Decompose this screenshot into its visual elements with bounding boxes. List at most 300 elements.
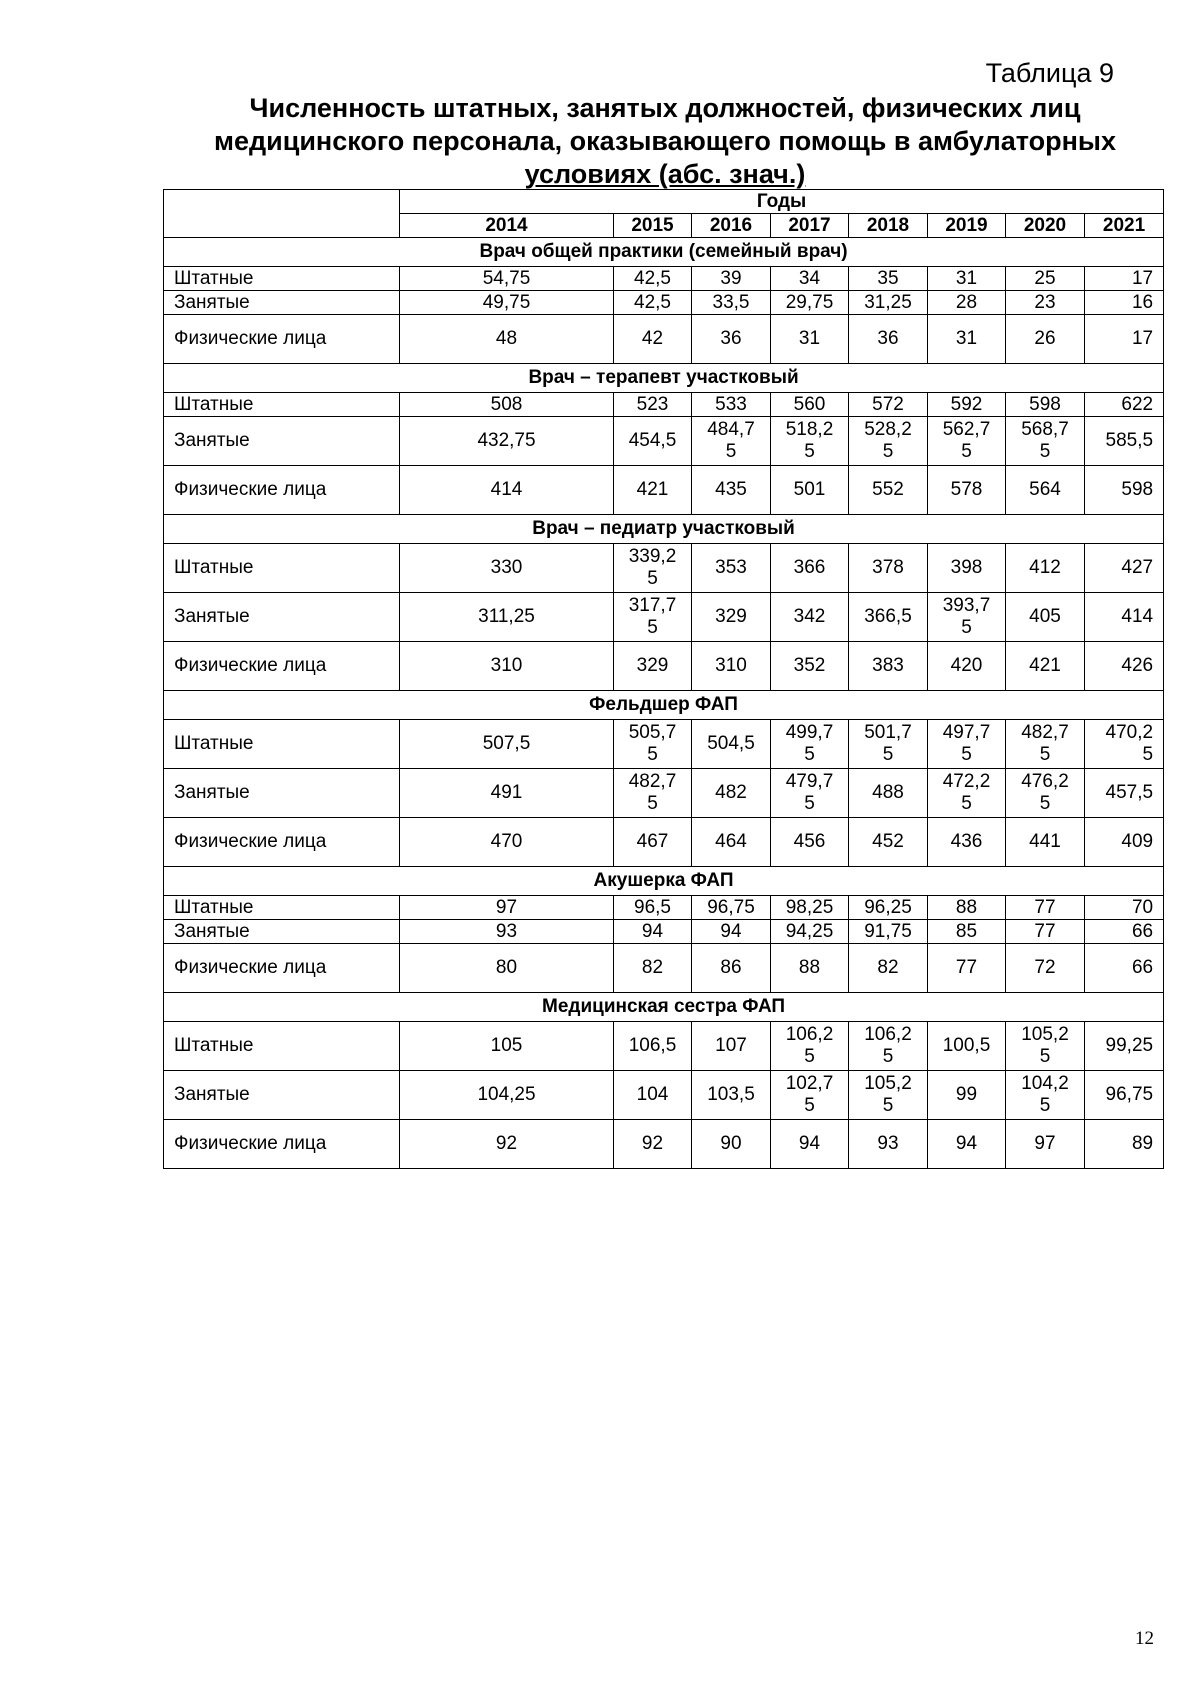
- value-cell: [692, 267, 771, 291]
- value-text: 91,75: [864, 920, 912, 942]
- value-text: 488: [872, 782, 904, 803]
- value-cell: [400, 291, 614, 315]
- value-text: 426: [1121, 655, 1154, 676]
- value-text: 420: [950, 655, 983, 676]
- value-text: 31: [798, 328, 821, 349]
- row-label: Штатные: [164, 1022, 400, 1071]
- value-text: 88: [955, 896, 978, 918]
- value-text: 470: [490, 831, 523, 852]
- value-cell: [692, 393, 771, 417]
- value-cell: [1006, 818, 1085, 867]
- value-cell: [928, 544, 1006, 593]
- value-cell: [771, 896, 849, 920]
- value-cell: [614, 267, 692, 291]
- value-cell: [928, 393, 1006, 417]
- row-label: Занятые: [164, 417, 400, 466]
- value-text: 622: [1121, 393, 1154, 415]
- value-text: 505,7 5: [628, 722, 677, 765]
- value-cell: [614, 896, 692, 920]
- value-cell: [1006, 544, 1085, 593]
- value-text: 383: [872, 655, 904, 676]
- row-label: Физические лица: [164, 466, 400, 515]
- value-text: 42,5: [634, 291, 671, 313]
- value-text: 31: [955, 328, 978, 349]
- table-row: [164, 393, 1164, 417]
- value-text: 508: [490, 393, 523, 415]
- value-text: 414: [1121, 606, 1154, 627]
- value-cell: [614, 593, 692, 642]
- row-label: Занятые: [164, 291, 400, 315]
- value-text: 552: [872, 479, 904, 500]
- years-header-row: [164, 190, 1164, 214]
- table-row: [164, 544, 1164, 593]
- value-cell: [771, 1071, 849, 1120]
- value-text: 452: [872, 831, 904, 852]
- row-label: Физические лица: [164, 944, 400, 993]
- section-header-row: [164, 867, 1164, 896]
- value-cell: [849, 1022, 928, 1071]
- value-text: 107: [715, 1035, 747, 1056]
- table-row: [164, 1022, 1164, 1071]
- value-text: 105,2 5: [864, 1073, 912, 1116]
- value-text: 17: [1131, 328, 1154, 349]
- value-text: 378: [872, 557, 904, 578]
- value-cell: [771, 920, 849, 944]
- value-text: 42: [641, 328, 664, 349]
- value-text: 36: [877, 328, 899, 349]
- value-cell: [1085, 720, 1164, 769]
- value-cell: [692, 1071, 771, 1120]
- value-cell: [692, 818, 771, 867]
- value-cell: [614, 544, 692, 593]
- value-cell: [614, 944, 692, 993]
- value-text: 317,7 5: [628, 595, 677, 638]
- value-cell: [692, 769, 771, 818]
- value-cell: [1006, 1071, 1085, 1120]
- value-cell: [1085, 920, 1164, 944]
- value-cell: [849, 315, 928, 364]
- value-cell: [771, 944, 849, 993]
- value-text: 501,7 5: [864, 722, 912, 765]
- value-cell: [928, 1120, 1006, 1169]
- value-cell: [614, 466, 692, 515]
- value-text: 598: [1121, 479, 1154, 500]
- value-text: 90: [720, 1133, 742, 1154]
- value-text: 105: [490, 1035, 523, 1056]
- value-cell: [771, 466, 849, 515]
- value-text: 54,75: [482, 267, 531, 289]
- section-title: Врач – педиатр участковый: [164, 515, 1164, 544]
- table-row: [164, 417, 1164, 466]
- value-text: 35: [877, 267, 899, 289]
- value-text: 432,75: [477, 430, 536, 451]
- value-cell: [771, 769, 849, 818]
- value-text: 49,75: [482, 291, 531, 313]
- value-cell: [849, 417, 928, 466]
- value-text: 94,25: [785, 920, 834, 942]
- value-text: 560: [793, 393, 826, 415]
- value-cell: [692, 593, 771, 642]
- year-header-cell: 2014: [400, 214, 614, 238]
- value-cell: [400, 944, 614, 993]
- value-text: 409: [1121, 831, 1154, 852]
- value-text: 464: [715, 831, 747, 852]
- value-cell: [928, 944, 1006, 993]
- value-text: 339,2 5: [628, 546, 677, 589]
- value-text: 454,5: [628, 430, 677, 451]
- value-cell: [400, 593, 614, 642]
- value-text: 533: [715, 393, 747, 415]
- value-cell: [771, 818, 849, 867]
- value-text: 310: [490, 655, 523, 676]
- value-cell: [849, 291, 928, 315]
- value-cell: [1006, 769, 1085, 818]
- value-cell: [400, 769, 614, 818]
- value-cell: [1006, 944, 1085, 993]
- value-text: 568,7 5: [1021, 419, 1069, 462]
- value-cell: [849, 944, 928, 993]
- section-header-row: [164, 364, 1164, 393]
- section-header-row: [164, 993, 1164, 1022]
- value-text: 92: [641, 1133, 664, 1154]
- value-cell: [849, 896, 928, 920]
- value-cell: [1085, 896, 1164, 920]
- value-text: 29,75: [785, 291, 834, 313]
- value-text: 33,5: [712, 291, 750, 313]
- value-cell: [1006, 417, 1085, 466]
- value-cell: [614, 818, 692, 867]
- value-cell: [928, 1022, 1006, 1071]
- value-text: 436: [950, 831, 983, 852]
- value-cell: [771, 267, 849, 291]
- value-text: 48: [495, 328, 518, 349]
- value-cell: [692, 291, 771, 315]
- value-cell: [1085, 544, 1164, 593]
- value-text: 414: [490, 479, 523, 500]
- table-row: [164, 1120, 1164, 1169]
- value-cell: [771, 544, 849, 593]
- value-text: 311,25: [478, 606, 535, 627]
- value-text: 96,5: [634, 896, 671, 918]
- value-text: 96,75: [707, 896, 755, 918]
- value-cell: [1006, 1022, 1085, 1071]
- value-text: 427: [1121, 557, 1154, 578]
- value-text: 592: [950, 393, 983, 415]
- value-text: 97: [495, 896, 518, 918]
- value-text: 366: [793, 557, 826, 578]
- value-text: 106,5: [628, 1035, 677, 1056]
- table-row: [164, 896, 1164, 920]
- value-text: 457,5: [1105, 782, 1154, 803]
- value-text: 93: [877, 1133, 899, 1154]
- table-row: [164, 315, 1164, 364]
- value-cell: [614, 1071, 692, 1120]
- row-label: Физические лица: [164, 642, 400, 691]
- value-cell: [1085, 1071, 1164, 1120]
- value-text: 105,2 5: [1021, 1024, 1069, 1067]
- value-text: 501: [793, 479, 826, 500]
- value-cell: [400, 1120, 614, 1169]
- value-cell: [771, 593, 849, 642]
- years-header: Годы: [400, 190, 1164, 214]
- value-text: 499,7 5: [785, 722, 834, 765]
- value-text: 94: [955, 1133, 978, 1154]
- value-text: 96,25: [864, 896, 912, 918]
- value-cell: [400, 393, 614, 417]
- value-text: 405: [1029, 606, 1061, 627]
- table-row: [164, 466, 1164, 515]
- value-cell: [692, 720, 771, 769]
- value-cell: [614, 1022, 692, 1071]
- value-cell: [1085, 1022, 1164, 1071]
- value-cell: [928, 642, 1006, 691]
- value-text: 100,5: [942, 1035, 991, 1056]
- value-text: 70: [1131, 896, 1154, 918]
- value-text: 342: [793, 606, 826, 627]
- value-cell: [849, 544, 928, 593]
- value-cell: [1006, 393, 1085, 417]
- value-cell: [849, 593, 928, 642]
- value-text: 103,5: [707, 1084, 755, 1105]
- value-cell: [400, 896, 614, 920]
- value-text: 72: [1034, 957, 1056, 978]
- value-cell: [1006, 720, 1085, 769]
- value-text: 456: [793, 831, 826, 852]
- value-cell: [849, 642, 928, 691]
- value-cell: [928, 720, 1006, 769]
- value-cell: [400, 818, 614, 867]
- value-cell: [1085, 1120, 1164, 1169]
- value-text: 518,2 5: [785, 419, 834, 462]
- value-text: 96,75: [1105, 1084, 1154, 1105]
- year-header-cell: 2019: [928, 214, 1006, 238]
- value-cell: [849, 466, 928, 515]
- table-row: [164, 267, 1164, 291]
- value-cell: [614, 315, 692, 364]
- value-cell: [928, 896, 1006, 920]
- value-text: 398: [950, 557, 983, 578]
- row-label: Штатные: [164, 544, 400, 593]
- value-cell: [692, 544, 771, 593]
- value-text: 42,5: [634, 267, 671, 289]
- value-text: 99: [955, 1084, 978, 1105]
- value-text: 77: [1034, 896, 1056, 918]
- section-header-row: [164, 691, 1164, 720]
- value-text: 99,25: [1105, 1035, 1154, 1056]
- page-number: 12: [1135, 1628, 1154, 1649]
- row-label: Занятые: [164, 593, 400, 642]
- value-text: 479,7 5: [785, 771, 834, 814]
- value-text: 482: [715, 782, 747, 803]
- value-cell: [1085, 642, 1164, 691]
- value-text: 36: [720, 328, 742, 349]
- value-cell: [614, 1120, 692, 1169]
- value-cell: [400, 920, 614, 944]
- title-line-2: медицинского персонала, оказывающего помощь в амбулаторных: [214, 126, 1116, 156]
- table-row: [164, 720, 1164, 769]
- value-cell: [928, 417, 1006, 466]
- value-cell: [849, 1120, 928, 1169]
- value-text: 31: [955, 267, 978, 289]
- corner-cell: [164, 190, 400, 238]
- value-text: 482,7 5: [1021, 722, 1069, 765]
- value-cell: [692, 417, 771, 466]
- table-row: [164, 818, 1164, 867]
- value-cell: [849, 818, 928, 867]
- value-text: 366,5: [864, 606, 912, 627]
- value-text: 77: [955, 957, 978, 978]
- value-cell: [1006, 267, 1085, 291]
- value-cell: [400, 720, 614, 769]
- value-cell: [692, 944, 771, 993]
- section-title: Фельдшер ФАП: [164, 691, 1164, 720]
- value-cell: [400, 267, 614, 291]
- value-cell: [1006, 315, 1085, 364]
- value-cell: [400, 642, 614, 691]
- value-text: 497,7 5: [942, 722, 991, 765]
- value-cell: [928, 315, 1006, 364]
- value-cell: [614, 642, 692, 691]
- section-title: Врач общей практики (семейный врач): [164, 238, 1164, 267]
- table-label: Таблица 9: [985, 58, 1114, 88]
- year-header-cell: 2021: [1085, 214, 1164, 238]
- year-header-cell: 2016: [692, 214, 771, 238]
- table-row: [164, 920, 1164, 944]
- row-label: Штатные: [164, 267, 400, 291]
- year-header-cell: 2017: [771, 214, 849, 238]
- value-text: 98,25: [785, 896, 834, 918]
- value-text: 82: [641, 957, 664, 978]
- value-text: 92: [495, 1133, 518, 1154]
- value-cell: [1085, 466, 1164, 515]
- value-cell: [771, 291, 849, 315]
- value-cell: [849, 720, 928, 769]
- value-cell: [1006, 642, 1085, 691]
- value-text: 329: [715, 606, 747, 627]
- value-text: 504,5: [707, 733, 755, 754]
- value-text: 491: [490, 782, 523, 803]
- value-cell: [1085, 291, 1164, 315]
- title-line-1: Численность штатных, занятых должностей, физических лиц: [249, 93, 1081, 123]
- year-header-cell: 2015: [614, 214, 692, 238]
- value-cell: [1006, 920, 1085, 944]
- section-header-row: [164, 238, 1164, 267]
- value-cell: [1085, 769, 1164, 818]
- value-text: 104,25: [477, 1084, 536, 1105]
- value-cell: [614, 920, 692, 944]
- value-cell: [928, 920, 1006, 944]
- value-text: 352: [793, 655, 826, 676]
- value-text: 412: [1029, 557, 1061, 578]
- row-label: Физические лица: [164, 315, 400, 364]
- value-cell: [928, 1071, 1006, 1120]
- value-cell: [771, 417, 849, 466]
- value-cell: [849, 920, 928, 944]
- value-text: 598: [1029, 393, 1061, 415]
- table-body: [164, 190, 1164, 1169]
- year-header-cell: 2018: [849, 214, 928, 238]
- value-cell: [692, 1120, 771, 1169]
- table-row: [164, 944, 1164, 993]
- section-header-row: [164, 515, 1164, 544]
- value-cell: [692, 642, 771, 691]
- table-title: [160, 92, 1170, 191]
- section-title: Акушерка ФАП: [164, 867, 1164, 896]
- value-text: 564: [1029, 479, 1061, 500]
- value-cell: [928, 291, 1006, 315]
- value-cell: [1085, 393, 1164, 417]
- value-cell: [849, 1071, 928, 1120]
- value-cell: [771, 642, 849, 691]
- value-text: 106,2 5: [785, 1024, 834, 1067]
- value-cell: [1006, 593, 1085, 642]
- value-text: 94: [720, 920, 742, 942]
- value-cell: [692, 1022, 771, 1071]
- value-cell: [1006, 291, 1085, 315]
- value-text: 25: [1034, 267, 1056, 289]
- value-cell: [1006, 896, 1085, 920]
- table-row: [164, 1071, 1164, 1120]
- value-text: 421: [1029, 655, 1061, 676]
- value-text: 93: [495, 920, 518, 942]
- row-label: Занятые: [164, 769, 400, 818]
- value-text: 441: [1029, 831, 1061, 852]
- value-text: 585,5: [1105, 430, 1154, 451]
- table-row: [164, 642, 1164, 691]
- value-cell: [692, 466, 771, 515]
- value-text: 104: [636, 1084, 669, 1105]
- value-text: 482,7 5: [628, 771, 677, 814]
- value-text: 39: [720, 267, 742, 289]
- value-text: 106,2 5: [864, 1024, 912, 1067]
- year-header-cell: 2020: [1006, 214, 1085, 238]
- table-row: [164, 291, 1164, 315]
- row-label: Штатные: [164, 896, 400, 920]
- value-text: 476,2 5: [1021, 771, 1069, 814]
- value-text: 310: [715, 655, 747, 676]
- value-text: 562,7 5: [942, 419, 991, 462]
- value-cell: [1085, 593, 1164, 642]
- value-text: 94: [798, 1133, 821, 1154]
- value-text: 484,7 5: [707, 419, 755, 462]
- value-cell: [1085, 417, 1164, 466]
- value-cell: [1085, 267, 1164, 291]
- value-text: 17: [1131, 267, 1154, 289]
- value-text: 435: [715, 479, 747, 500]
- value-cell: [849, 267, 928, 291]
- row-label: Штатные: [164, 393, 400, 417]
- value-cell: [928, 818, 1006, 867]
- value-cell: [1006, 1120, 1085, 1169]
- value-text: 85: [955, 920, 978, 942]
- value-text: 31,25: [864, 291, 912, 313]
- value-text: 66: [1131, 957, 1154, 978]
- value-cell: [771, 1022, 849, 1071]
- value-cell: [1085, 944, 1164, 993]
- section-title: Медицинская сестра ФАП: [164, 993, 1164, 1022]
- value-cell: [771, 393, 849, 417]
- value-text: 470,2 5: [1105, 722, 1154, 765]
- value-text: 329: [636, 655, 669, 676]
- row-label: Штатные: [164, 720, 400, 769]
- value-cell: [400, 1022, 614, 1071]
- value-text: 77: [1034, 920, 1056, 942]
- value-cell: [400, 1071, 614, 1120]
- value-cell: [400, 466, 614, 515]
- value-text: 23: [1034, 291, 1056, 313]
- value-text: 89: [1131, 1133, 1154, 1154]
- value-cell: [849, 769, 928, 818]
